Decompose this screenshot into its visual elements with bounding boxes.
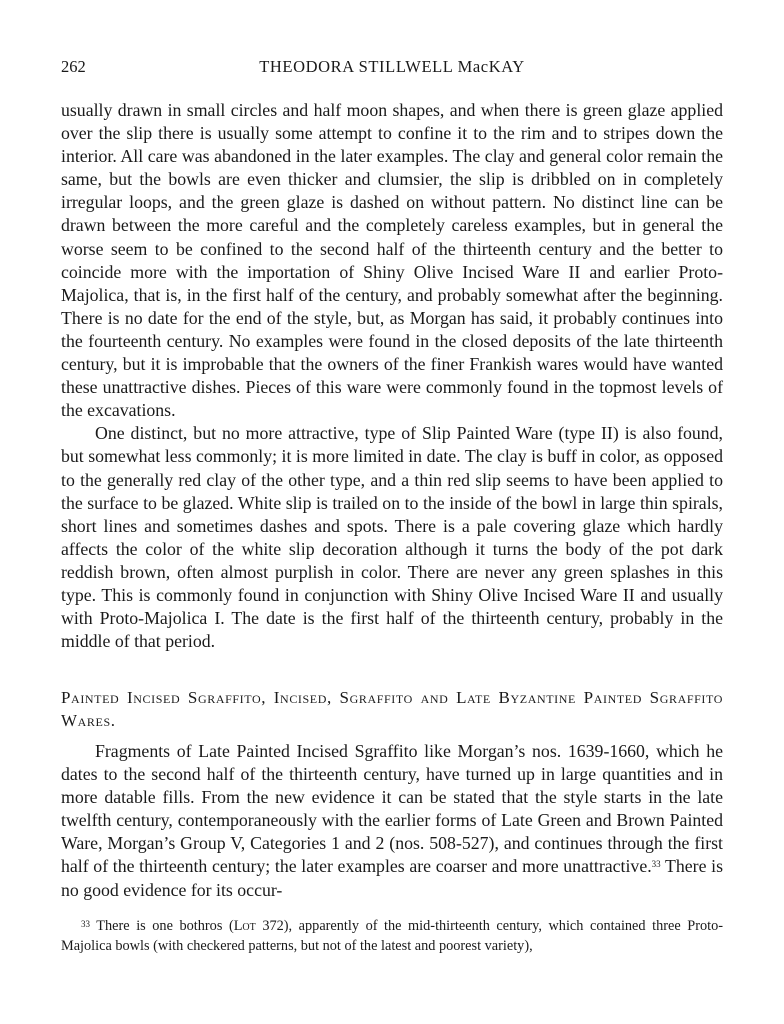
paragraph: [61, 740, 723, 902]
paragraph-text: Fragments of Late Painted Incised Sgraffito like Morgan’s nos. 1639-1660, which he dates to the second half of the thirteenth century, have turned up in large quantities and in more datable fills. From the new evidence it can be stated that the style starts in the late twelfth century, contemporaneously with the earlier forms of Late Green and Brown Painted Ware, Morgan’s Group V, Categories 1 and 2 (nos. 508-527), and continues through the first half of the thirteenth century; the later examples are coarser and more unattractive.: [61, 741, 723, 877]
paragraph-text-tail: There is no good evidence for its occur-: [61, 856, 723, 900]
section-body: [61, 740, 723, 902]
paragraph: usually drawn in small circles and half moon shapes, and when there is green glaze applied over the slip there is usually some attempt to confine it to the rim and to stripes down the interior. All care was abandoned in the later examples. The clay and general color remain the same, but the bowls are even thicker and clumsier, the slip is dribbled on in completely irregular loops, and the green glaze is dashed on without pattern. No distinct line can be drawn between the more careful and the completely careless examples, but in general the worse seem to be confined to the second half of the thirteenth century and the better to coincide more with the importation of Shiny Olive Incised Ware II and earlier Proto-Majolica, that is, in the first half of the century, and probably somewhat after the beginning. There is no date for the end of the style, but, as Morgan has said, it probably continues into the fourteenth century. No examples were found in the closed deposits of the late thirteenth century, but it is improbable that the owners of the finer Frankish wares would have wanted these unattractive dishes. Pieces of this ware were commonly found in the topmost levels of the excavations.: [61, 100, 723, 421]
footnote-reference[interactable]: 33: [651, 859, 661, 870]
footnote-text: There is one bothros (: [90, 918, 234, 934]
footnote: [61, 917, 723, 956]
running-title: THEODORA STILLWELL MacKAY: [259, 57, 525, 76]
document-page: [61, 0, 723, 1024]
footnote-marker: 33: [81, 919, 90, 929]
footnote-lot: Lot 372: [233, 918, 284, 934]
running-head: [61, 57, 723, 79]
section-heading: Painted Incised Sgraffito, Incised, Sgraffito and Late Byzantine Painted Sgraffito Wares.: [61, 688, 723, 730]
footnote-text: ), apparently of the mid-thirteenth century, which contained three Proto-Majolica bowls (with checkered patterns, but not of the latest and poorest variety),: [61, 918, 723, 954]
page-number: 262: [61, 57, 86, 76]
body-text: [61, 99, 723, 653]
paragraph: One distinct, but no more attractive, type of Slip Painted Ware (type II) is also found, but somewhat less commonly; it is more limited in date. The clay is buff in color, as opposed to the generally red clay of the other type, and a thin red slip seems to have been applied to the surface to be glazed. White slip is trailed on to the inside of the bowl in large thin spirals, short lines and sometimes dashes and spots. There is a pale covering glaze which hardly affects the color of the white slip decoration although it turns the body of the pot dark reddish brown, often almost purplish in color. There are never any green splashes in this type. This is commonly found in conjunction with Shiny Olive Incised Ware II and usually with Proto-Majolica I. The date is the first half of the thirteenth century, probably in the middle of that period.: [61, 423, 723, 652]
